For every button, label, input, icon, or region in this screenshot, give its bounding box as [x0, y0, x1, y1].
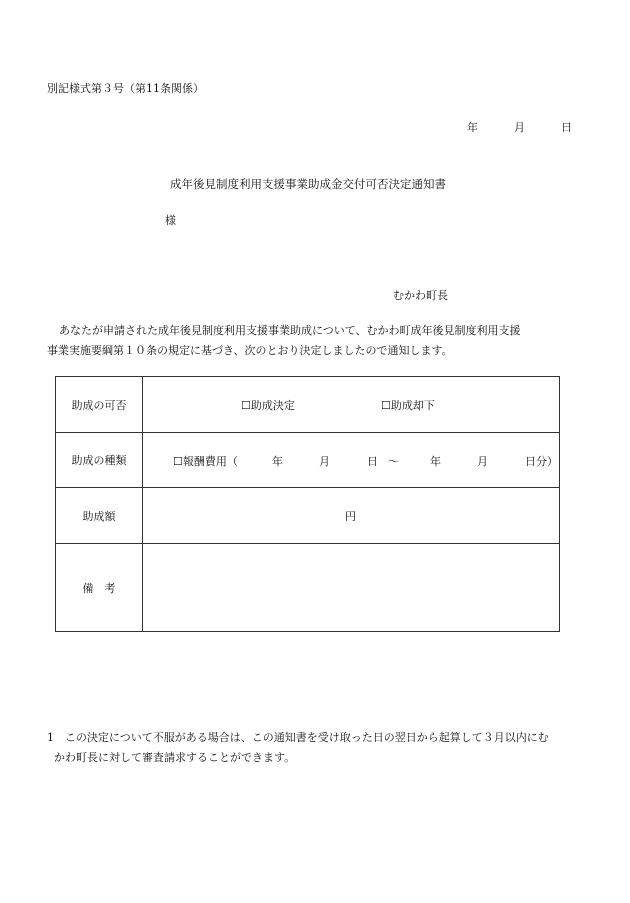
remarks-value: [143, 544, 560, 632]
decision-table: [55, 376, 560, 632]
table-row-remarks: [56, 544, 560, 632]
remarks-label: 備 考: [56, 544, 143, 632]
period-tilde: ～: [388, 455, 399, 468]
period-end-month: 月: [477, 455, 488, 468]
body-line-1: あなたが申請された成年後見制度利用支援事業助成について、むかわ町成年後見制度利用支援: [59, 324, 521, 337]
period-start-day: 日: [367, 455, 378, 468]
note-line-1: 1 この決定について不服がある場合は、この通知書を受け取った日の翌日から起算して３月以内にむ: [47, 731, 549, 744]
table-row-type: [56, 433, 560, 488]
reject-checkbox[interactable]: ☐助成却下: [381, 399, 435, 412]
form-number: 別記様式第３号（第11条関係）: [47, 82, 204, 95]
decision-value: [143, 377, 560, 433]
period-end-year: 年: [430, 455, 441, 468]
date-line: [467, 119, 572, 135]
note-line-2: かわ町長に対して審査請求することができます。: [54, 751, 296, 764]
body-line-2: 事業実施要綱第１０条の規定に基づき、次のとおり決定しましたので通知します。: [47, 344, 453, 357]
decision-label: 助成の可否: [56, 377, 143, 433]
period-days: 日分）: [525, 455, 558, 468]
document-title: 成年後見制度利用支援事業助成金交付可否決定通知書: [170, 177, 446, 191]
date-year: 年: [467, 121, 478, 134]
issuer-name: むかわ町長: [393, 289, 448, 302]
amount-value: [143, 488, 560, 544]
period-start-month: 月: [319, 455, 330, 468]
recipient-suffix: 様: [165, 214, 176, 227]
fee-checkbox[interactable]: ☐報酬費用（: [173, 455, 238, 468]
amount-label: 助成額: [56, 488, 143, 544]
table-row-amount: [56, 488, 560, 544]
appeal-note: [47, 728, 549, 768]
date-month: 月: [514, 121, 525, 134]
type-value: [143, 433, 560, 488]
table-row-decision: [56, 377, 560, 433]
approve-checkbox[interactable]: ☐助成決定: [241, 399, 295, 412]
date-day: 日: [561, 121, 572, 134]
amount-yen: 円: [345, 510, 356, 523]
period-start-year: 年: [272, 455, 283, 468]
body-text: [47, 321, 521, 361]
type-label: 助成の種類: [56, 433, 143, 488]
